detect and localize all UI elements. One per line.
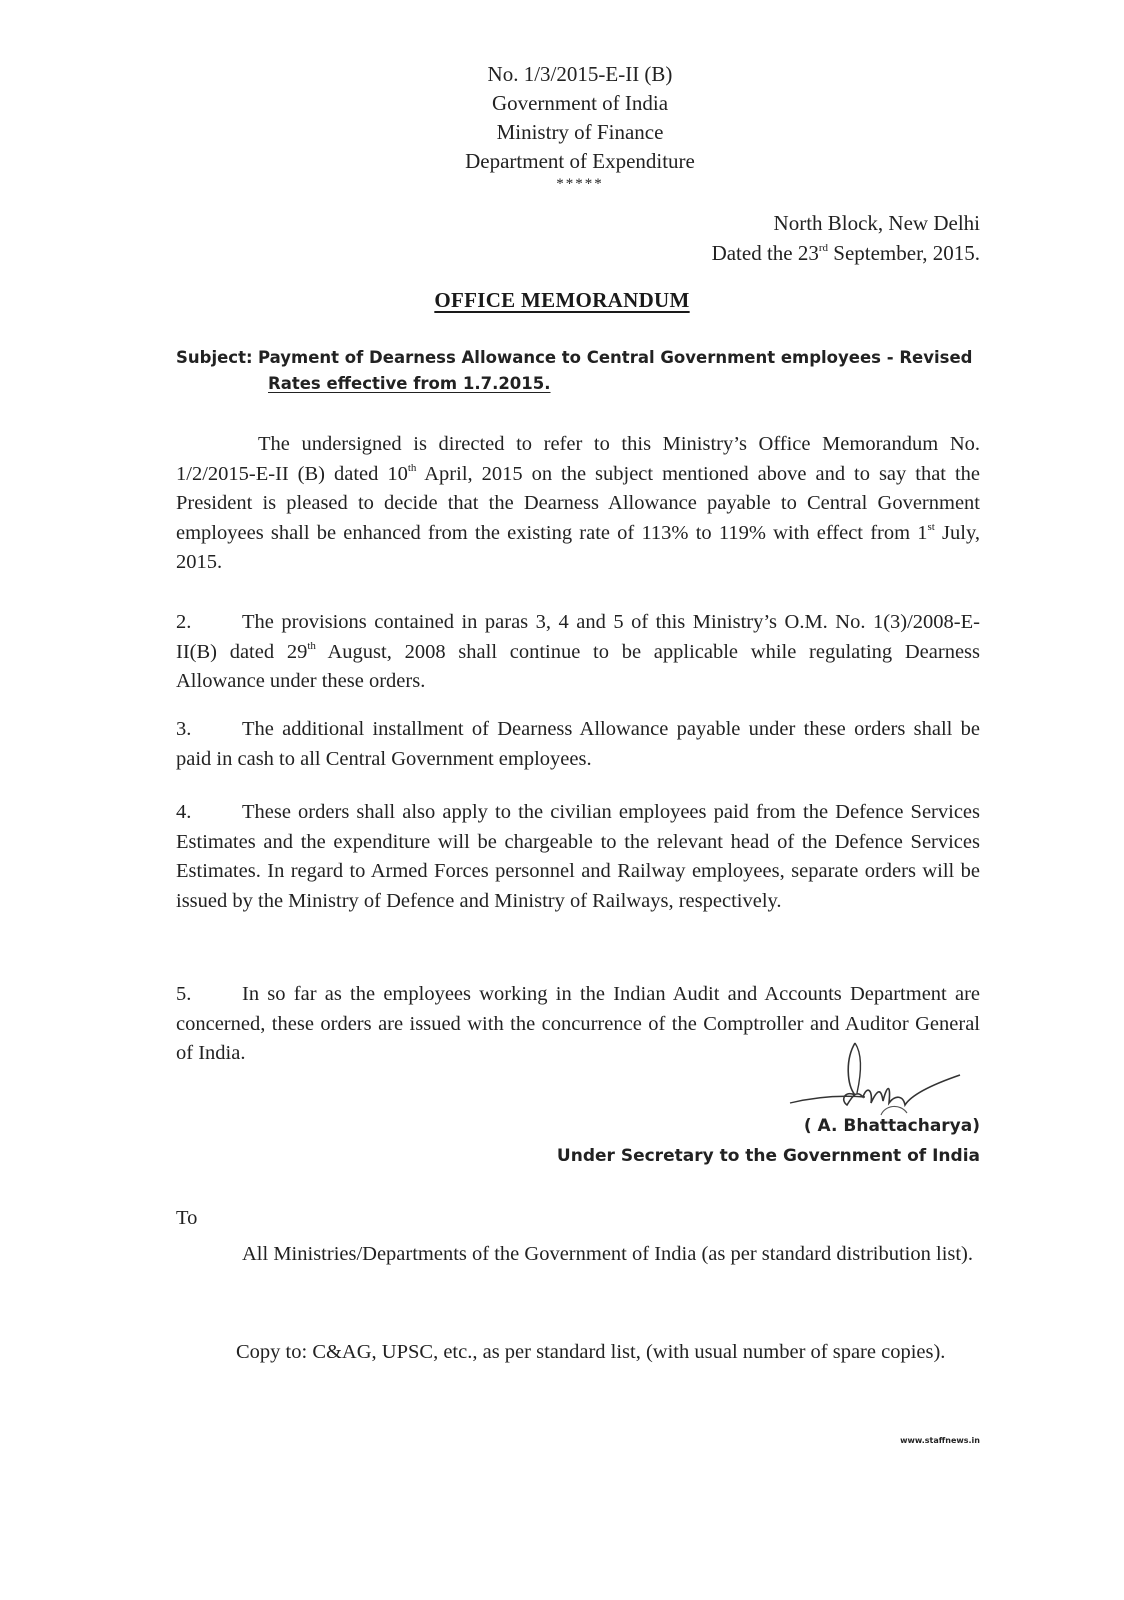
paragraph-number: 2. (176, 611, 192, 633)
signatory-name: ( A. Bhattacharya) (803, 1116, 980, 1136)
subject-line-2: Rates effective from 1.7.2015. (268, 374, 551, 393)
paragraph-4: 4. These orders shall also apply to the civilian employees paid from the Defence Services Estimates and the expenditure will be chargeable to the relevant head of the Defence Services Estimates. In regard to Armed Forces personnel and Railway employees, separate orders will be issued by the Ministry of Defence and Ministry of Railways, respectively. (176, 798, 980, 916)
department-name: Department of Expenditure (465, 149, 695, 173)
place-date-block (712, 208, 980, 268)
subject-label: Subject: (176, 348, 253, 367)
document-title: OFFICE MEMORANDUM (434, 288, 690, 312)
paragraph-3: 3. The additional installment of Dearness Allowance payable under these orders shall be paid in cash to all Central Government employees. (176, 715, 980, 774)
paragraph-number: 5. (176, 983, 192, 1005)
date: Dated the 23rd September, 2015. (711, 241, 980, 265)
ministry-name: Ministry of Finance (496, 120, 664, 144)
to-label: To (176, 1207, 198, 1229)
signatory-designation: Under Secretary to the Government of India (556, 1146, 980, 1166)
subject-block (176, 345, 986, 397)
paragraph-2: 2. The provisions contained in paras 3, 4 and 5 of this Ministry’s O.M. No. 1(3)/2008-E-II(B) dated 29th August, 2008 shall continue to be applicable while regulating Dearness Allowance under these orders. (176, 608, 980, 697)
separator-stars: ***** (556, 176, 604, 192)
place: North Block, New Delhi (773, 211, 980, 235)
subject-line-1: Subject: Payment of Dearness Allowance to Central Government employees - Revised (176, 345, 986, 371)
source-watermark: www.staffnews.in (900, 1436, 980, 1445)
paragraph-number: 3. (176, 718, 192, 740)
paragraph-1: The undersigned is directed to refer to this Ministry’s Office Memorandum No. 1/2/2015-E-II (B) dated 10th April, 2015 on the subject mentioned above and to say that the President is pleased to decide that the Dearness Allowance payable to Central Government employees shall be enhanced from the existing rate of 113% to 119% with effect from 1st July, 2015. (176, 433, 980, 573)
paragraph-number: 4. (176, 801, 192, 823)
paragraph-5: 5. In so far as the employees working in the Indian Audit and Accounts Department are concerned, these orders are issued with the concurrence of the Comptroller and Auditor General of India. (176, 980, 980, 1069)
government-name: Government of India (491, 91, 669, 115)
letterhead (380, 60, 780, 192)
copy-to-text: Copy to: C&AG, UPSC, etc., as per standard list, (with usual number of spare copies). (236, 1341, 946, 1363)
addressee-text: All Ministries/Departments of the Government of India (as per standard distribution list). (242, 1243, 974, 1265)
file-number: No. 1/3/2015-E-II (B) (487, 62, 673, 86)
